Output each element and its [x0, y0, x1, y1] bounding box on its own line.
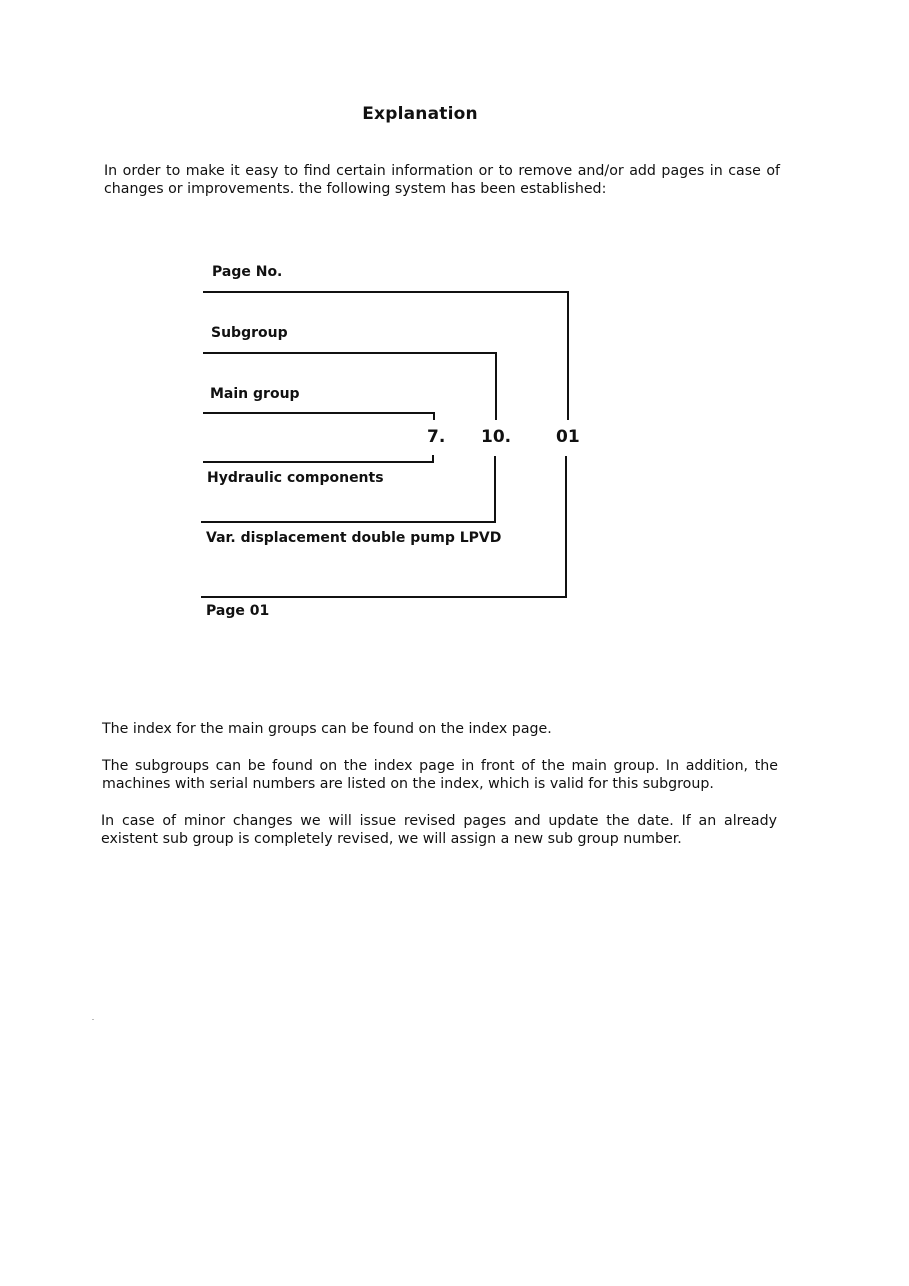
number-main-group: 7. — [427, 427, 446, 447]
main-group-bracket-top — [203, 413, 434, 420]
intro-paragraph: In order to make it easy to find certain information or to remove and/or add pages in case of changes or improvements. the following system has been established: — [104, 163, 780, 197]
label-main-group: Main group — [210, 386, 300, 402]
scan-speck — [92, 1019, 94, 1020]
subgroup-bracket-bottom — [201, 456, 495, 522]
page-title: Explanation — [362, 104, 478, 124]
label-hydraulic-components: Hydraulic components — [207, 470, 384, 486]
label-page-no: Page No. — [212, 264, 283, 280]
subgroups-paragraph: The subgroups can be found on the index page in front of the main group. In addition, the machines with serial numbers are listed on the index, which is valid for this subgroup. — [102, 758, 778, 792]
number-page: 01 — [556, 427, 580, 447]
label-page-01: Page 01 — [206, 603, 270, 619]
label-subgroup: Subgroup — [211, 325, 288, 341]
main-group-bracket-bottom — [203, 455, 433, 462]
number-subgroup: 10. — [481, 427, 512, 447]
label-pump: Var. displacement double pump LPVD — [206, 530, 502, 546]
index-paragraph: The index for the main groups can be found on the index page. — [102, 721, 552, 737]
minor-changes-paragraph: In case of minor changes we will issue revised pages and update the date. If an already existent sub group is completely revised, we will assign a new sub group number. — [101, 813, 777, 847]
